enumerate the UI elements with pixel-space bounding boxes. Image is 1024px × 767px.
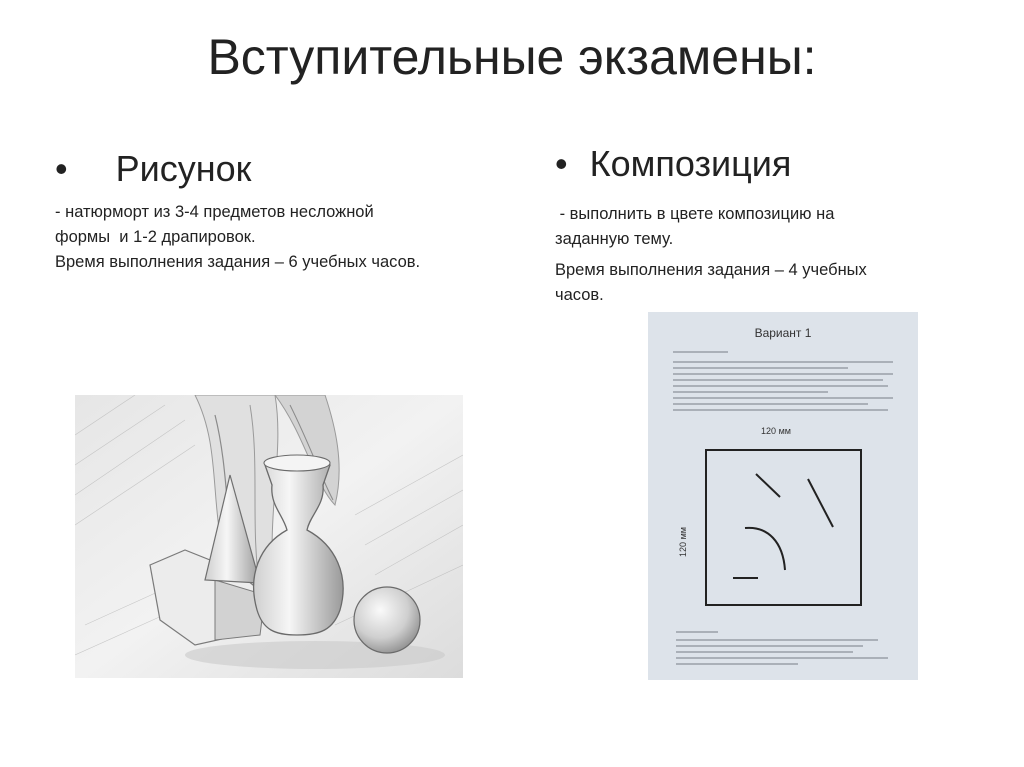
heading-kompoziciya: Композиция [589, 143, 792, 184]
svg-text:120 мм [761, 426, 791, 436]
left-heading [55, 148, 251, 190]
right-heading [555, 143, 791, 185]
left-description [55, 200, 525, 275]
right-line-4: часов. [555, 286, 604, 304]
right-description [555, 202, 985, 308]
svg-text:120 мм [678, 527, 688, 557]
right-line-3: Время выполнения задания – 4 учебных [555, 261, 867, 279]
left-line-2: формы и 1-2 драпировок. [55, 228, 256, 246]
left-line-3: Время выполнения задания – 6 учебных часов. [55, 253, 421, 271]
still-life-drawing [75, 395, 463, 678]
heading-risunok: Рисунок [115, 148, 252, 189]
left-line-1: - натюрморт из 3-4 предметов несложной [55, 203, 374, 221]
sheet-heading: Вариант 1 [754, 326, 812, 340]
composition-task-sheet [648, 312, 918, 680]
dimension-side-label: 120 мм [678, 527, 688, 557]
right-line-1: - выполнить в цвете композицию на [555, 205, 835, 223]
svg-text:Вариант 1 [755, 326, 812, 340]
bullet-marker: • [555, 143, 568, 184]
bullet-marker: • [55, 148, 68, 189]
slide-title: Вступительные экзамены: [207, 29, 817, 85]
right-line-2: заданную тему. [555, 230, 674, 248]
dimension-top-label: 120 мм [761, 426, 791, 436]
